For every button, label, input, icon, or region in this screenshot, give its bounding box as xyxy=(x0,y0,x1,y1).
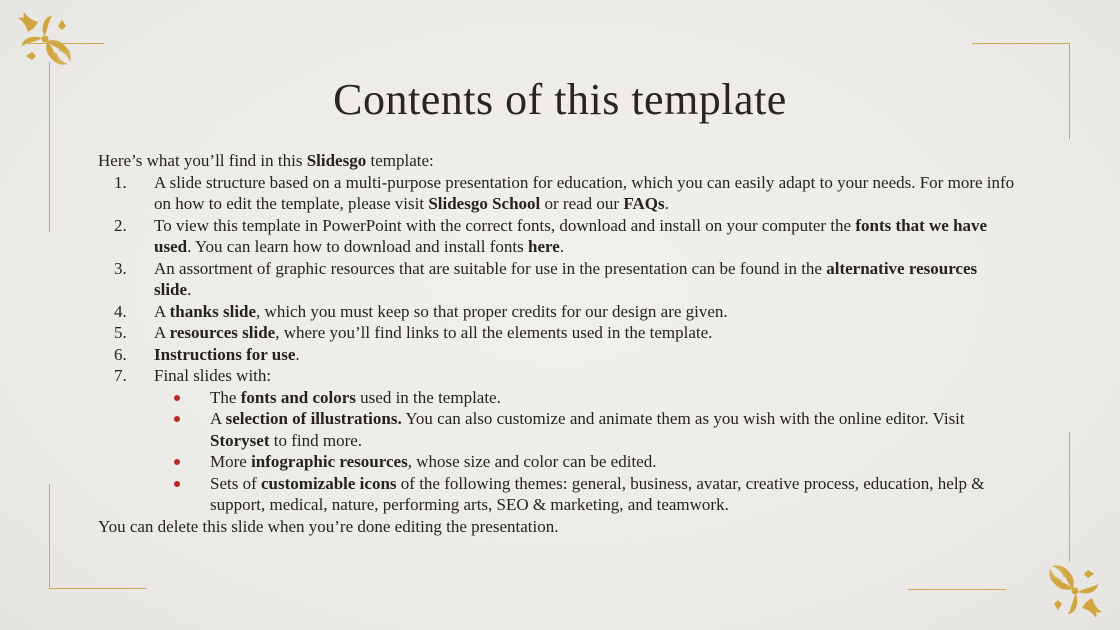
frame-line-top-right-h xyxy=(972,43,1069,44)
storyset-link[interactable]: Storyset xyxy=(210,430,270,450)
bullet-dot-icon xyxy=(174,395,180,401)
item-text: To view this template in PowerPoint with the correct fonts, download and install on your computer the xyxy=(154,215,856,235)
item-text: . xyxy=(295,344,300,364)
item-text: . You can learn how to download and install fonts xyxy=(187,237,528,256)
list-number: 5. xyxy=(114,323,127,342)
infographic-resources-link[interactable]: infographic resources xyxy=(251,452,408,471)
item-text: Final slides with: xyxy=(154,366,272,385)
list-item xyxy=(98,301,1018,323)
list-number: 6. xyxy=(114,344,127,364)
list-number: 3. xyxy=(114,258,127,278)
item-text: , where you’ll find links to all the elements used in the template. xyxy=(275,323,713,342)
bullet-item xyxy=(154,473,1018,516)
intro-text-part: template: xyxy=(366,151,434,170)
item-text: to find more. xyxy=(269,430,363,450)
list-item xyxy=(98,365,1018,516)
list-item xyxy=(98,258,1018,301)
illustrations-link[interactable]: selection of illustrations. xyxy=(225,409,402,428)
bullet-item xyxy=(154,387,1018,409)
item-text: A slide structure based on a multi-purpose presentation for education, which you can easily adapt to your needs. For more info on how to edit the template, please visit xyxy=(154,172,1015,213)
item-text: A xyxy=(210,409,226,428)
item-text: An assortment of graphic resources that are suitable for use in the presentation can be found in the xyxy=(154,258,827,278)
list-item xyxy=(98,215,1018,258)
item-text: . xyxy=(187,280,192,299)
faqs-link[interactable]: FAQs xyxy=(623,194,665,213)
fonts-used-link[interactable]: fonts that we have used xyxy=(154,215,988,256)
item-text: or read our xyxy=(540,194,624,213)
bullet-item xyxy=(154,408,1018,451)
slidesgo-school-link[interactable]: Slidesgo School xyxy=(428,194,541,213)
item-text: , which you must keep so that proper credits for our design are given. xyxy=(256,301,728,321)
item-text: Sets of xyxy=(210,473,261,493)
alternative-resources-link[interactable]: alternative resources slide xyxy=(154,258,978,299)
frame-line-bottom-right-v xyxy=(1069,432,1070,562)
fonts-colors-link[interactable]: fonts and colors xyxy=(240,387,356,407)
list-number: 7. xyxy=(114,366,127,385)
item-text: , whose size and color can be edited. xyxy=(407,452,657,471)
thanks-slide-link[interactable]: thanks slide xyxy=(169,301,257,321)
customizable-icons-link[interactable]: customizable icons xyxy=(261,473,397,493)
final-slides-list xyxy=(154,387,1018,516)
item-text: The xyxy=(210,387,241,407)
list-number: 4. xyxy=(114,301,127,321)
item-text: . xyxy=(664,194,669,213)
resources-slide-link[interactable]: resources slide xyxy=(169,323,276,342)
intro-text xyxy=(98,150,1018,172)
list-item xyxy=(98,172,1018,215)
frame-line-bottom-left-h xyxy=(49,588,146,589)
frame-line-bottom-left-v xyxy=(49,484,50,588)
here-link[interactable]: here xyxy=(527,237,560,256)
slidesgo-brand: Slidesgo xyxy=(306,151,367,170)
item-text: of the following themes: general, business, avatar, creative process, education, help & support, medical, nature, performing arts, SEO & marketing, and teamwork. xyxy=(210,473,985,514)
intro-text-part: Here’s what you’ll find in this xyxy=(98,151,307,170)
gold-floral-ornament-icon xyxy=(14,8,80,74)
contents-list xyxy=(98,172,1018,516)
bullet-dot-icon xyxy=(174,459,180,465)
item-text: More xyxy=(210,452,252,471)
list-number: 1. xyxy=(114,172,127,192)
contents-body xyxy=(98,150,1018,537)
frame-line-bottom-right-h xyxy=(908,589,1006,590)
item-text: A xyxy=(154,301,170,321)
instructions-link[interactable]: Instructions for use xyxy=(154,344,296,364)
list-item xyxy=(98,322,1018,344)
gold-floral-ornament-icon xyxy=(1040,556,1106,622)
outro-text: You can delete this slide when you’re done editing the presentation. xyxy=(98,516,559,536)
item-text: used in the template. xyxy=(355,387,501,407)
bullet-dot-icon xyxy=(174,416,180,422)
bullet-dot-icon xyxy=(174,481,180,487)
list-item xyxy=(98,344,1018,366)
bullet-item xyxy=(154,451,1018,473)
list-number: 2. xyxy=(114,215,127,235)
item-text: . xyxy=(559,237,565,256)
item-text: A xyxy=(154,323,170,342)
item-text: You can also customize and animate them as you wish with the online editor. Visit xyxy=(401,409,965,428)
page-title: Contents of this template xyxy=(333,75,787,124)
